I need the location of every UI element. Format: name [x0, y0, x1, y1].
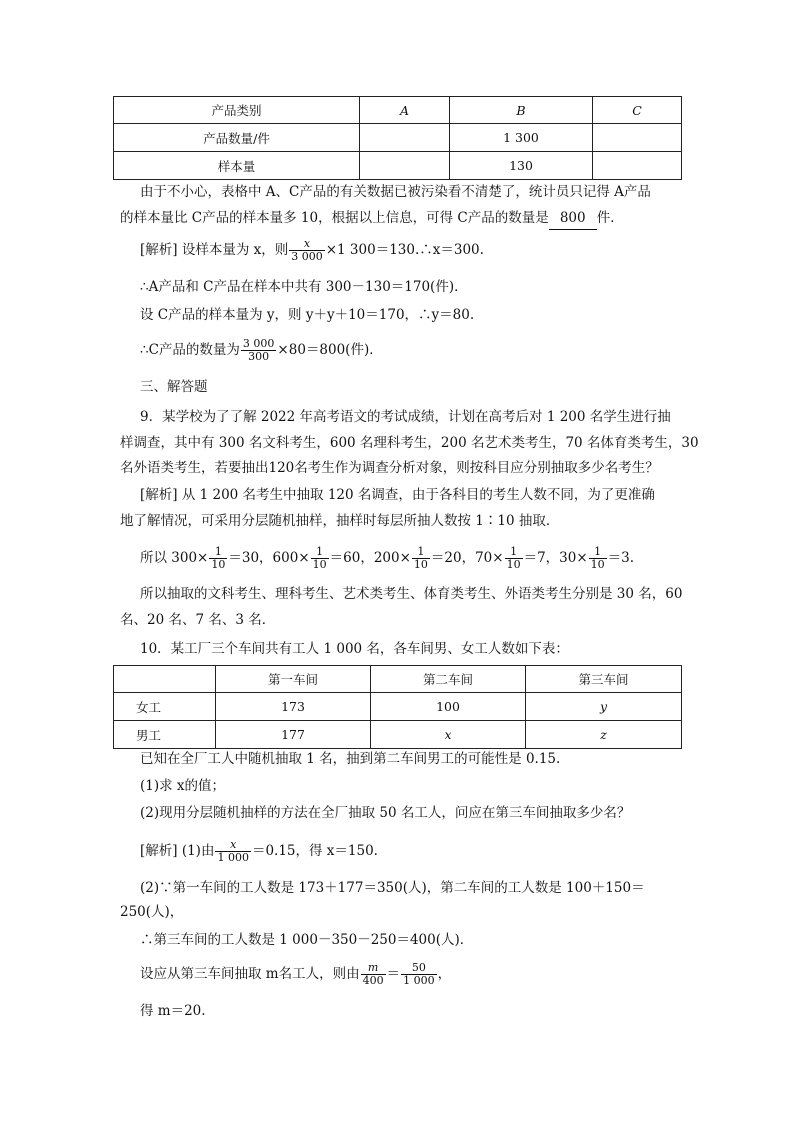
p8-sol-1-text: [解析] 设样本量为 x，则: [140, 242, 289, 258]
fraction: [401, 962, 437, 987]
row-label-sample: 样本量: [114, 152, 360, 180]
frac-num: 3 000: [242, 337, 275, 350]
fraction: [241, 338, 277, 363]
frac-den: 10: [312, 558, 327, 571]
p8-answer: 800: [549, 207, 597, 230]
header-workshop-3: 第三车间: [526, 666, 682, 693]
p8-line2-text: 的样本量比 C产品的样本量多 10，根据以上信息，可得 C产品的数量是: [120, 210, 549, 226]
frac-den: 1 000: [217, 851, 249, 864]
corner-cell: [114, 666, 216, 693]
p9-sol-3-d: ＝20，70×: [430, 550, 504, 566]
p8-sol-4-text: ∴C产品的数量为: [140, 342, 240, 358]
frac-num: x: [289, 238, 325, 251]
frac-num: 1: [311, 546, 329, 559]
cell-qty-c: [593, 124, 682, 152]
cell-female-2: 100: [371, 693, 526, 721]
p8-line2-unit: 件．: [596, 210, 624, 226]
cell-qty-a: [360, 124, 450, 152]
fraction: [412, 546, 430, 571]
frac-den: 400: [362, 974, 384, 987]
frac-num: 50: [401, 962, 437, 975]
header-product-category: 产品类别: [114, 97, 360, 124]
frac-num: 1: [505, 546, 523, 559]
p8-sol-2: ∴A产品和 C产品在样本中共有 300－130＝170(件)．: [140, 279, 468, 295]
frac-num: 1: [589, 546, 607, 559]
p10-sol-5-text: 设应从第三车间抽取 m名工人，则由: [140, 966, 360, 982]
p8-sol-4: [140, 338, 700, 363]
header-workshop-2: 第二车间: [371, 666, 526, 693]
header-c: C: [593, 97, 682, 124]
cell-female-1: 173: [216, 693, 371, 721]
fraction: [589, 546, 607, 571]
row-label-male: 男工: [114, 721, 216, 749]
frac-num: 1: [209, 546, 227, 559]
equals-sign: ＝: [386, 966, 401, 982]
fraction: [361, 962, 386, 987]
row-label-quantity: 产品数量/件: [114, 124, 360, 152]
fraction: [289, 238, 325, 263]
p9-line1: 9．某学校为了了解 2022 年高考语文的考试成绩，计划在高考后对 1 200 名学生进行抽: [140, 409, 671, 425]
p8-sol-3: 设 C产品的样本量为 y，则 y＋y＋10＝170，∴y＝80.: [140, 307, 475, 323]
p10-sol-1-rest: ＝0.15，得 x＝150.: [251, 843, 378, 859]
row-label-female: 女工: [114, 693, 216, 721]
frac-num: m: [361, 962, 386, 975]
p9-sol-4: 所以抽取的文科考生、理科考生、艺术类考生、体育类考生、外语类考生分别是 30 名，60: [140, 586, 683, 602]
p9-sol-3-b: ＝30，600×: [228, 550, 310, 566]
p10-question-2: (2)现用分层随机抽样的方法在全厂抽取 50 名工人，问应在第三车间抽取多少名？: [140, 805, 631, 821]
frac-num: x: [215, 839, 251, 852]
p10-sol-1-text: [解析] (1)由: [140, 843, 215, 859]
p9-sol-3: [140, 546, 700, 571]
fraction: [209, 546, 227, 571]
frac-den: 3 000: [291, 250, 323, 263]
p8-line2: [120, 207, 680, 230]
p9-sol-3-c: ＝60，200×: [329, 550, 411, 566]
p9-sol-3-e: ＝7，30×: [523, 550, 588, 566]
header-b: B: [450, 97, 593, 124]
fraction: [215, 839, 251, 864]
frac-den: 10: [211, 558, 226, 571]
section-heading: 三、解答题: [140, 379, 208, 395]
frac-den: 10: [506, 558, 521, 571]
frac-den: 10: [413, 558, 428, 571]
frac-den: 10: [590, 558, 605, 571]
p10-question-1: (1)求 x的值；: [140, 778, 226, 794]
cell-male-3: z: [526, 721, 682, 749]
p9-line2: 样调查，其中有 300 名文科考生，600 名理科考生，200 名艺术类考生，70 名体育类考生，30: [120, 435, 699, 451]
p10-sol-3: 250(人)，: [120, 904, 184, 920]
comma: ，: [437, 966, 452, 982]
workshop-table: [113, 665, 682, 749]
header-workshop-1: 第一车间: [216, 666, 371, 693]
cell-male-1: 177: [216, 721, 371, 749]
p10-sol-2: (2)∵第一车间的工人数是 173＋177＝350(人)，第二车间的工人数是 100＋150＝: [140, 880, 645, 896]
cell-sample-b: 130: [450, 152, 593, 180]
frac-num: 1: [412, 546, 430, 559]
p10-sol-6: 得 m＝20.: [140, 1003, 206, 1019]
p10-sol-1: [140, 839, 700, 864]
p9-sol-3-a: 所以 300×: [140, 550, 209, 566]
header-a: A: [360, 97, 450, 124]
p10-sol-4: ∴第三车间的工人数是 1 000－350－250＝400(人)．: [140, 932, 474, 948]
p9-sol-3-f: ＝3.: [607, 550, 635, 566]
p10-line2: 已知在全厂工人中随机抽取 1 名，抽到第二车间男工的可能性是 0.15.: [140, 751, 561, 767]
p9-line3: 名外语类考生，若要抽出120名考生作为调查分析对象，则按科目应分别抽取多少名考生？: [120, 460, 659, 476]
p9-sol-5: 名、20 名、7 名、3 名．: [120, 612, 276, 628]
p9-sol-1: [解析] 从 1 200 名考生中抽取 120 名调查，由于各科目的考生人数不同，为了更准确: [140, 487, 655, 503]
fraction: [505, 546, 523, 571]
cell-female-3: y: [526, 693, 682, 721]
p8-line1: 由于不小心，表格中 A、C产品的有关数据已被污染看不清楚了，统计员只记得 A产品: [140, 184, 651, 200]
cell-sample-a: [360, 152, 450, 180]
p8-sol-1: [140, 238, 700, 263]
frac-den: 1 000: [403, 974, 435, 987]
p10-line1: 10．某工厂三个车间共有工人 1 000 名，各车间男、女工人数如下表：: [140, 641, 569, 657]
p8-sol-4-rest: ×80＝800(件)．: [277, 342, 383, 358]
p8-sol-1-rest: ×1 300＝130.∴x＝300.: [325, 242, 484, 258]
product-table: [113, 96, 682, 180]
p10-sol-5: [140, 962, 700, 987]
frac-den: 300: [248, 350, 270, 363]
cell-qty-b: 1 300: [450, 124, 593, 152]
cell-male-2: x: [371, 721, 526, 749]
p9-sol-2: 地了解情况，可采用分层随机抽样，抽样时每层所抽人数按 1∶10 抽取．: [120, 513, 560, 529]
fraction: [311, 546, 329, 571]
cell-sample-c: [593, 152, 682, 180]
